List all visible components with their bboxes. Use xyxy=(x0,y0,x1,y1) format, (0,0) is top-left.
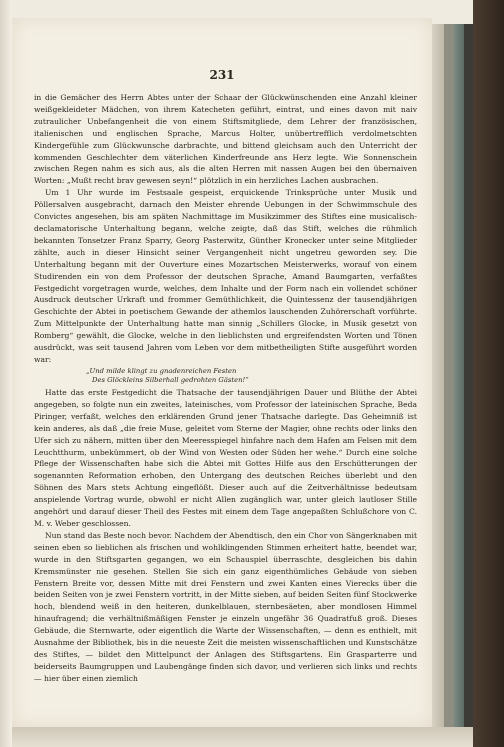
paragraph: Nun stand das Beste noch bevor. Nachdem der Abendtisch, den ein Chor von Sängerknaben mit seinen eben so lieblichen als frischen und wohlklingenden Stimmen erheitert hatte, beendet war, wurde in den Stiftsgarten gegangen, wo ein Schauspiel überraschte, desgleichen bis dahin Kremsmünster nie gesehen. Stellen Sie sich ein ganz eigenthümliches Gebäude von sieben Fenstern Breite vor, dessen Mitte mit drei Fenstern und zwei Kanten eines Vierecks über die beiden Seiten von je zwei Fenstern vortritt, in der Mitte sieben, auf beiden Seiten fünf Stockwerke hoch, blendend weiß in den heiteren, dunkelblauen, sternbesäeten, aber mondlosen Himmel hinaufragend; die verhältnißmäßigen Fenster je einzeln ungefähr 36 Quadratfuß groß. Dieses Gebäude, die Sternwarte, oder eigentlich die Warte der Wissenschaften, — denn es enthielt, mit Ausnahme der Bibliothek, bis in die neueste Zeit die meisten wissenschaftlichen und Kunstschätze des Stiftes, — bildet den Mittelpunct der Anlagen des Stiftsgartens. Ein Grasparterre und beiderseits Baumgruppen und Laubengänge finden sich davor, und verlieren sich links und rechts — hier über einen ziemlich xyxy=(34,530,417,683)
paragraph: Hatte das erste Festgedicht die Thatsache der tausendjährigen Dauer und Blüthe der Abtei angegeben, so folgte nun ein zweites, lateinisches, vom Professor der lateinischen Sprache, Beda Piringer, verfaßt, welches den erklärenden Grund jener Thatsache darlegte. Das Geheimniß ist kein anderes, als daß „die freie Muse, geleitet vom Sterne der Magier, ohne rechts oder links den Ufer sich zu nähern, mitten über den Meeresspiegel hinfahre nach dem Hafen am Felsen mit dem Leuchtthurm, unbekümmert, ob der Wind von Westen oder Süden her wehe.“ Durch eine solche Pflege der Wissenschaften habe sich die Abtei mit Gottes Hilfe aus den Erschütterungen der sogenannten Reformation erhoben, den Untergang des deutschen Reiches überlebt und den Söhnen des Mars stets Achtung eingeflößt. Dieser auch auf die Zeitverhältnisse bedeutsam anspielende Vortrag wurde, obwohl er nicht Allen zugänglich war, unter gleich lautloser Stille angehört und darauf dieser Theil des Festes mit einem dem Tage angepaßten Schlußchore von C. M. v. Weber geschlossen. xyxy=(34,388,417,528)
page-body xyxy=(34,92,417,685)
book-cover-edge xyxy=(473,0,504,747)
page-stack-edge xyxy=(432,24,444,727)
verse-line: Des Glöckleins Silberhall gedrohten Gästen!“ xyxy=(92,376,249,385)
page-stack-edge xyxy=(444,24,454,727)
paragraph: Um 1 Uhr wurde im Festsaale gespeist, erquickende Trinksprüche unter Musik und Pöllersalven ausgebracht, darnach den Meister ehrende Uebungen in der Schwimmschule des Convictes angesehen, bis am späten Nachmittage im Musikzimmer des Stiftes eine musicalisch-declamatorische Unterhaltung begann, welche zeigte, daß das Stift, welches die rühmlich bekannten Tonsetzer Franz Sparry, Georg Pasterwitz, Günther Kronecker unter seine Mitglieder zählte, auch in dieser Hinsicht seiner Vergangenheit nicht ungetreu geworden sey. Die Unterhaltung begann mit der Ouverture eines Mozartschen Meisterwerks, worauf von einem Studirenden ein von dem Professor der deutschen Sprache, Amand Baumgarten, verfaßtes Festgedicht vorgetragen wurde, welches, dem Inhalte und der Form nach ein vollendet schöner Ausdruck deutscher Urkraft und frommer Gemüthlichkeit, die Quintessenz der tausendjährigen Geschichte der Abtei in poetischem Gewande der athemlos lauschenden Zuhörerschaft vorführte. Zum Mittelpunkte der Unterhaltung hatte man sinnig „Schillers Glocke, in Musik gesetzt von Romberg“ gewählt, die Glocke, welche in den lieblichsten und ergreifendsten Worten und Tönen ausdrückt, was seit tausend Jahren vom Leben vor dem mitbetheiligten Stifte ausgeführt worden war: xyxy=(34,188,417,364)
paragraph: in die Gemächer des Herrn Abtes unter der Schaar der Glückwünschenden eine Anzahl kleiner weißgekleideter Mädchen, von ihrem Katecheten geführt, eintrat, und eines davon mit naiv zutraulicher Unbefangenheit die von einem Stiftsmitgliede, dem Lehrer der französischen, italienischen und englischen Sprache, Marcus Holter, unübertrefflich verdolmetschten Kindergefühle zum Glückwunsche darbrachte, und bittend gleichsam auch den Unterricht der kommenden Geschlechter dem väterlichen Kinderfreunde ans Herz legte. Wie Sonnenschein zwischen Regen nahm es sich aus, als die alten Herren mit nassen Augen bei den übernaiven Worten: „Mußt recht brav gewesen seyn!“ plötzlich in ein herzliches Lachen ausbrachen. xyxy=(34,93,417,186)
verse-line: „Und milde klingt zu gnadenreichen Festen xyxy=(86,366,237,375)
page-number: 231 xyxy=(209,68,235,82)
page-bottom-shadow xyxy=(12,727,473,747)
verse-quote xyxy=(86,367,417,386)
book-page xyxy=(12,18,432,727)
page-stack-edge xyxy=(454,24,464,727)
facing-page-edge xyxy=(0,0,12,747)
page-stack-edge xyxy=(464,24,473,727)
